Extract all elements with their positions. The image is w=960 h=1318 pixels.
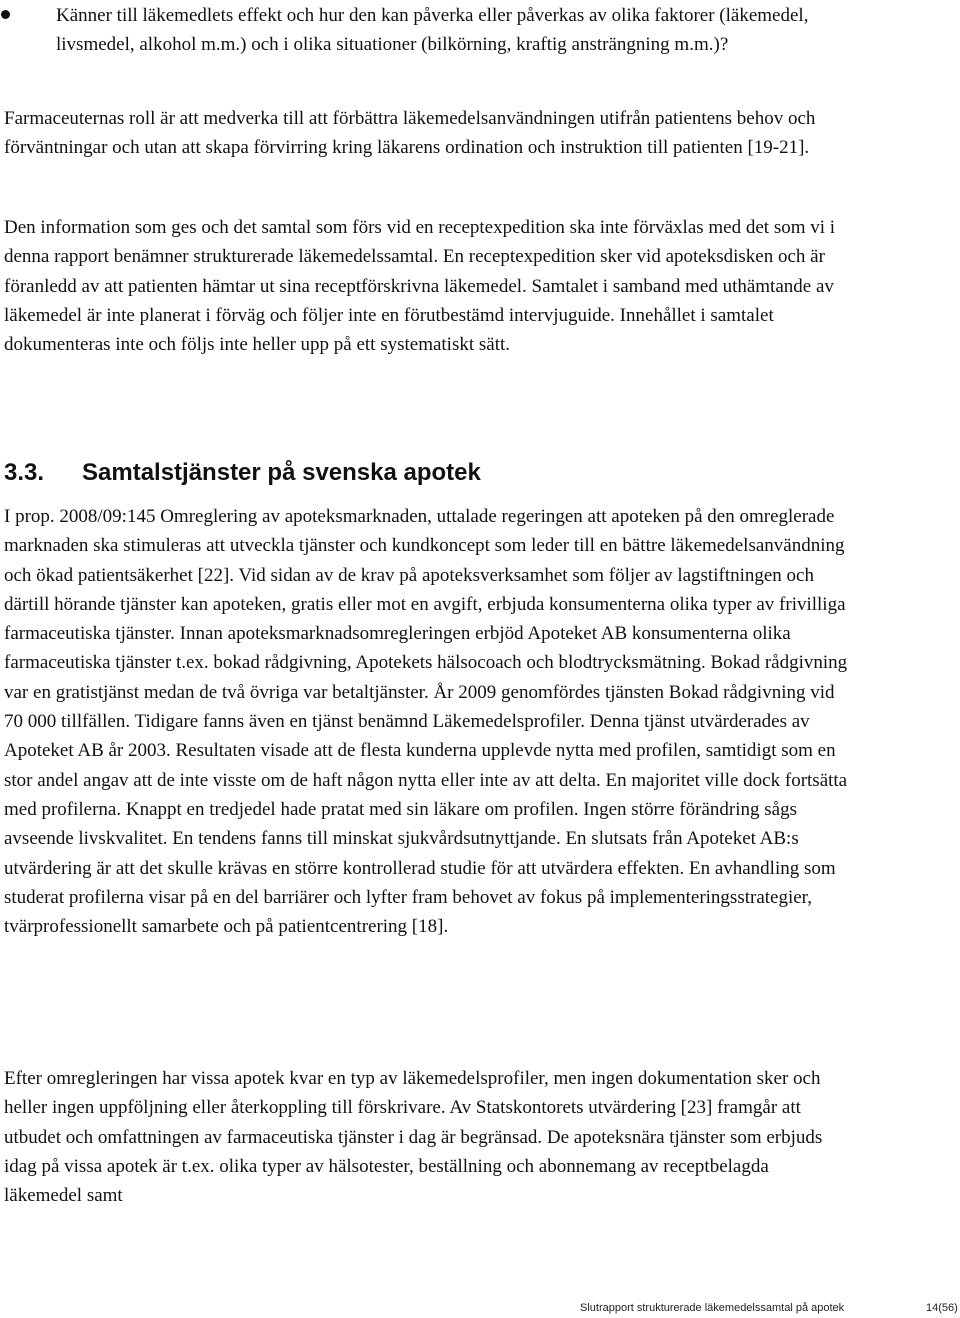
section-heading [4, 458, 481, 488]
paragraph-pharmacist-role: Farmaceuternas roll är att medverka till att förbättra läkemedelsanvändningen utifrån patientens behov och förväntningar och utan att skapa förvirring kring läkarens ordination och instruktion till patienten [19-21]. [4, 108, 816, 159]
paragraph-after-reregulation: Efter omregleringen har vissa apotek kvar en typ av läkemedelsprofiler, men ingen dokumentation sker och heller ingen uppföljning eller återkoppling till förskrivare. Av Statskontorets utvärdering [23] framgår att utbudet och omfattningen av farmaceutiska tjänster i dag är begränsad. De apoteksnära tjänster som erbjuds idag på vissa apotek är t.ex. olika typer av hälsotester, beställning och abonnemang av receptbelagda läkemedel samt [4, 1068, 823, 1207]
paragraph-pharmacy-services: I prop. 2008/09:145 Omreglering av apoteksmarknaden, uttalade regeringen att apoteken på den omreglerade marknaden ska stimuleras att utveckla tjänster och kundkoncept som leder till en bättre läkemedelsanvändning och ökad patientsäkerhet [22]. Vid sidan av de krav på apoteksverksamhet som följer av lagstiftningen och därtill hörande tjänster kan apoteken, gratis eller mot en avgift, erbjuda konsumenterna olika typer av frivilliga farmaceutiska tjänster. Innan apoteksmarknadsomregleringen erbjöd Apoteket AB konsumenterna olika farmaceutiska tjänster t.ex. bokad rådgivning, Apotekets hälsocoach och blodtrycksmätning. Bokad rådgivning var en gratistjänst medan de två övriga var betaltjänster. År 2009 genomfördes tjänsten Bokad rådgivning vid 70 000 tillfällen. Tidigare fanns även en tjänst benämnd Läkemedelsprofiler. Denna tjänst utvärderades av Apoteket AB år 2003. Resultaten visade att de flesta kunderna upplevde nytta med profilen, samtidigt som en stor andel angav att de inte visste om de haft någon nytta eller inte av att delta. En majoritet ville dock fortsätta med profilerna. Knappt en tredjedel hade pratat med sin läkare om profilen. Ingen större förändring sågs avseende livskvalitet. En tendens fanns till minskat sjukvårdsutnyttjande. En slutsats från Apoteket AB:s utvärdering är att det skulle krävas en större kontrollerad studie för att utvärdera effekten. En avhandling som studerat profilerna visar på en del barriärer och lyfter fram behovet av fokus på implementeringsstrategier, tvärprofessionellt samarbete och på patientcentrering [18]. [4, 506, 848, 938]
section-title: Samtalstjänster på svenska apotek [82, 459, 481, 486]
bullet-icon [1, 10, 10, 19]
footer-document-title: Slutrapport strukturerade läkemedelssamtal på apotek [580, 1302, 845, 1314]
paragraph-prescription-dispensing: Den information som ges och det samtal som förs vid en receptexpedition ska inte förväxlas med det som vi i denna rapport benämner strukturerade läkemedelssamtal. En receptexpedition sker vid apoteksdisken och är föranledd av att patienten hämtar ut sina receptförskrivna läkemedel. Samtalet i samband med uthämtande av läkemedel är inte planerat i förväg och följer inte en förutbestämd intervjuguide. Innehållet i samtalet dokumenteras inte och följs inte heller upp på ett systematiskt sätt. [4, 217, 836, 356]
footer-page-number: 14(56) [926, 1302, 958, 1314]
section-number: 3.3. [4, 459, 45, 486]
bullet-text: Känner till läkemedlets effekt och hur den kan påverka eller påverkas av olika faktorer (läkemedel, livsmedel, alkohol m.m.) och i olika situationer (bilkörning, kraftig ansträngning m.m.)? [56, 5, 809, 55]
